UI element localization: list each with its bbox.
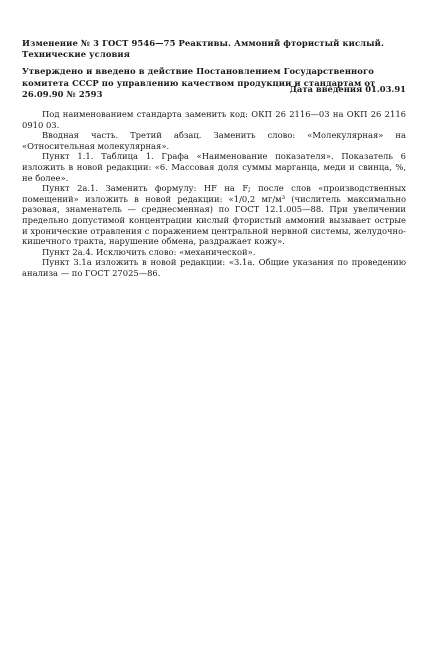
paragraph-1-1: Пункт 1.1. Таблица 1. Графа «Наименование показателя». Показатель 6 изложить в новой редакции: «6. Массовая доля суммы марганца, меди и свинца, %, не более». (22, 151, 406, 183)
effective-date: Дата введения 01.03.91 (289, 84, 406, 94)
paragraph-2a-1: Пункт 2а.1. Заменить формулу: HF на F; после слов «производственных помещений» изложить в новой редакции: «1/0,2 мг/м³ (числитель максимально разовая, знаменатель — среднесменная) по ГОСТ 12.1.005—88. При увеличении предельно допустимой концентрации кислый фтористый аммоний вызывает острые и хронические отравления с поражением центральной нервной системы, желудочно-кишечного тракта, нарушение обмена, раздражает кожу». (22, 183, 406, 247)
paragraph-intro: Вводная часть. Третий абзац. Заменить слово: «Молекулярная» на «Относительная молекулярная». (22, 130, 406, 151)
approval-statement: Утверждено и введено в действие Постановлением Государственного комитета СССР по управлению качеством продукции и стандартам от 26.09.90 № 2593 (22, 66, 376, 99)
document-body (22, 109, 406, 279)
paragraph-2a-4: Пункт 2а.4. Исключить слово: «механической». (42, 246, 256, 257)
amendment-title: Изменение № 3 ГОСТ 9546—75 Реактивы. Аммоний фтористый кислый. Технические условия (22, 38, 384, 60)
paragraph-code: Под наименованием стандарта заменить код: ОКП 26 2116—03 на ОКП 26 2116 0910 03. (22, 109, 406, 130)
document-header (22, 38, 406, 106)
paragraph-3-1a: Пункт 3.1а изложить в новой редакции: «3.1а. Общие указания по проведению анализа — по ГОСТ 27025—86. (22, 257, 406, 278)
